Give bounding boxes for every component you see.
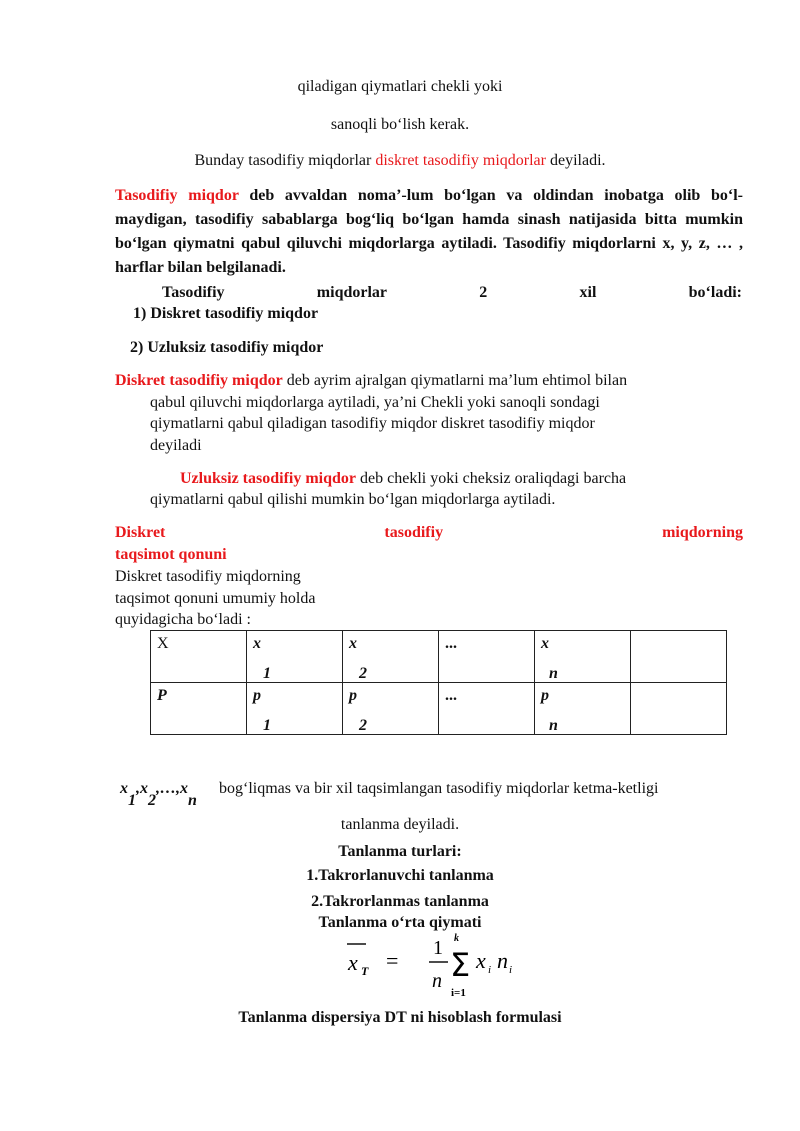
var-x: x (140, 780, 148, 797)
table-cell (343, 683, 439, 735)
distribution-table (150, 630, 727, 735)
formula-xi-sub: i (488, 964, 492, 976)
continuous-def-line-1 (180, 470, 626, 488)
var-sub: n (188, 792, 197, 809)
types-heading-word: miqdorlar (316, 284, 388, 301)
types-heading-word: 2 (479, 284, 488, 301)
law-text-1: Diskret tasodifiy miqdorning (115, 568, 301, 585)
discrete-def-text: deb ayrim ajralgan qiymatlarni ma’lum ehtimol bilan (282, 372, 628, 389)
discrete-def-line-4: deyiladi (150, 437, 202, 454)
mean-formula (340, 932, 530, 1002)
cell-var: x (253, 635, 261, 652)
table-cell (247, 631, 343, 683)
formula-num: 1 (433, 937, 443, 959)
definition-body: deb avvaldan noma’-lum bo‘lgan va oldindan inobatga olib bo‘l-maydigan, tasodifiy sabablarga bog‘liq bo‘lgan hamda sinash natijasida bitta mumkin bo‘lgan qiymatni qabul qiluvchi miqdorlarga aytiladi. Tasodifiy miqdorlarni x, y, z, … , harflar bilan belgilanadi. (115, 187, 743, 276)
cell-var: p (349, 687, 357, 704)
table-cell (631, 631, 727, 683)
var-sub: 2 (148, 792, 156, 809)
table-cell (247, 683, 343, 735)
law-heading-word: tasodifiy (384, 524, 444, 541)
dispersion-heading: Tanlanma dispersiya DT ni hisoblash formulasi (238, 1009, 562, 1026)
line-1: qiladigan qiymatlari chekli yoki (297, 78, 503, 95)
line-3-pre: Bunday tasodifiy miqdorlar (194, 152, 376, 169)
cell-sub: n (549, 665, 558, 682)
line-2: sanoqli bo‘lish kerak. (330, 116, 470, 133)
types-heading-word: Tasodifiy (162, 284, 225, 301)
cell-sub: 1 (263, 665, 271, 682)
type-item-discrete: 1) Diskret tasodifiy miqdor (133, 305, 319, 322)
discrete-def-line-2: qabul qiluvchi miqdorlarga aytiladi, ya’ni Chekli yoki sanoqli sondagi (150, 394, 600, 411)
discrete-def-term: Diskret tasodifiy miqdor (115, 372, 283, 389)
formula-x: x (348, 950, 358, 975)
sample-type-1: 1.Takrorlanuvchi tanlanma (306, 867, 494, 884)
formula-ni: n (497, 948, 508, 973)
table-cell (535, 631, 631, 683)
sample-line-2: tanlanma deyiladi. (340, 816, 460, 833)
law-heading (115, 524, 743, 542)
sample-types-heading: Tanlanma turlari: (338, 843, 462, 860)
formula-sub: T (361, 964, 369, 978)
cell-sub: 2 (359, 717, 367, 734)
types-heading (162, 284, 742, 302)
table-cell (439, 631, 535, 683)
cell-var: x (349, 635, 357, 652)
continuous-def-term: Uzluksiz tasodifiy miqdor (180, 470, 357, 487)
table-cell (631, 683, 727, 735)
row-label-x: X (157, 635, 169, 652)
formula-eq: = (386, 948, 399, 973)
row-label-p: P (157, 687, 167, 704)
sample-type-2: 2.Takrorlanmas tanlanma (311, 893, 489, 910)
table-cell (151, 631, 247, 683)
cell-ellipsis: ... (445, 687, 457, 704)
continuous-def-text: deb chekli yoki cheksiz oraliqdagi barcha (356, 470, 627, 487)
type-item-continuous: 2) Uzluksiz tasodifiy miqdor (130, 339, 324, 356)
cell-sub: 2 (359, 665, 367, 682)
law-text-2: taqsimot qonuni umumiy holda (115, 590, 316, 607)
var-sub: 1 (128, 792, 136, 809)
sigma-icon: Σ (450, 946, 471, 984)
table-row (151, 631, 727, 683)
var-x: x (180, 780, 188, 797)
types-heading-word: bo‘ladi: (688, 284, 742, 301)
table-cell (439, 683, 535, 735)
law-heading-word: miqdorning (662, 524, 743, 541)
formula-ni-sub: i (509, 964, 513, 976)
sample-vars: x1,x2,…,xn (120, 780, 197, 809)
line-3 (0, 152, 800, 170)
cell-var: x (541, 635, 549, 652)
discrete-def-line-1 (115, 372, 627, 390)
law-heading-2: taqsimot qonuni (115, 546, 227, 563)
formula-k: k (454, 933, 459, 944)
continuous-def-line-2: qiymatlarni qabul qilishi mumkin bo‘lgan miqdorlarga aytiladi. (150, 491, 556, 508)
formula-i1: i=1 (451, 987, 466, 999)
definition-term: Tasodifiy miqdor (115, 187, 239, 204)
mean-heading: Tanlanma o‘rta qiymati (318, 914, 482, 931)
formula-xi: x (476, 948, 486, 973)
table-cell (151, 683, 247, 735)
cell-var: p (541, 687, 549, 704)
table-cell (535, 683, 631, 735)
cell-sub: 1 (263, 717, 271, 734)
cell-ellipsis: ... (445, 635, 457, 652)
definition-paragraph (115, 184, 743, 280)
formula-den: n (432, 970, 442, 992)
types-heading-word: xil (579, 284, 597, 301)
mean-formula-svg (340, 932, 530, 1002)
law-text-3: quyidagicha bo‘ladi : (115, 611, 251, 628)
cell-var: p (253, 687, 261, 704)
table-row (151, 683, 727, 735)
discrete-def-line-3: qiymatlarni qabul qiladigan tasodifiy miqdor diskret tasodifiy miqdor (150, 415, 595, 432)
cell-sub: n (549, 717, 558, 734)
sample-text: bog‘liqmas va bir xil taqsimlangan tasodifiy miqdorlar ketma-ketligi (219, 780, 659, 797)
table-cell (343, 631, 439, 683)
line-3-post: deyiladi. (545, 152, 606, 169)
discrete-term-inline: diskret tasodifiy miqdorlar (375, 152, 546, 169)
var-x: x (120, 780, 128, 797)
law-heading-word: Diskret (115, 524, 166, 541)
